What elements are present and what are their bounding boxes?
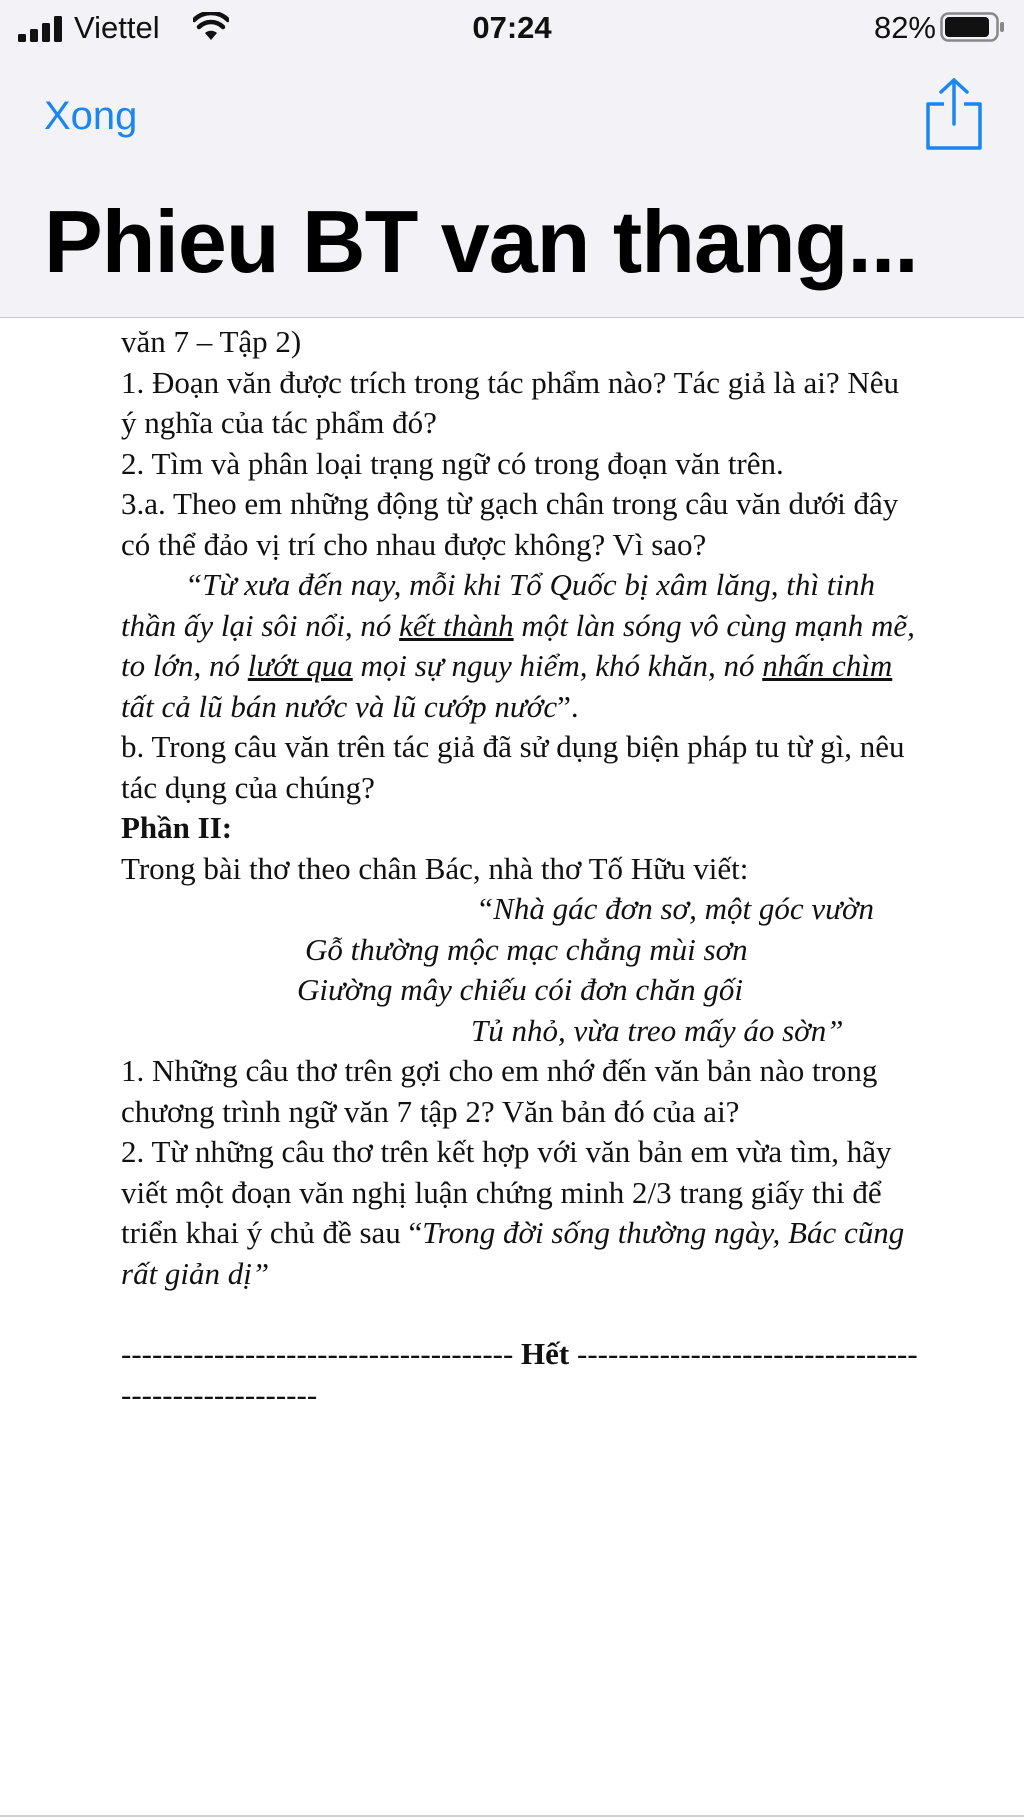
status-bar bbox=[0, 0, 1024, 56]
end-dashes-right: ---------------------------------------------------- bbox=[121, 1336, 918, 1412]
bottom-divider bbox=[0, 1815, 1024, 1817]
document-body bbox=[121, 322, 921, 1415]
carrier-name: Viettel bbox=[74, 10, 160, 45]
status-time: 07:24 bbox=[472, 10, 552, 45]
part-2-question-2-text: 2. Từ những câu thơ trên kết hợp với văn bản em vừa tìm, hãy viết một đoạn văn nghị luận chứng minh 2/3 trang giấy thi để triển khai ý chủ đề sau “ bbox=[121, 1134, 892, 1250]
quote-end: ”. bbox=[557, 688, 579, 724]
part-2-intro: Trong bài thơ theo chân Bác, nhà thơ Tố Hữu viết: bbox=[121, 850, 749, 886]
end-word: Hết bbox=[521, 1336, 570, 1371]
poem-line-4: Tủ nhỏ, vừa treo mấy áo sờn” bbox=[471, 1012, 844, 1048]
doc-line-continued: văn 7 – Tập 2) bbox=[121, 324, 302, 359]
quote-text-4: tất cả lũ bán nước và lũ cướp nước bbox=[121, 688, 558, 724]
question-3b: b. Trong câu văn trên tác giả đã sử dụng biện pháp tu từ gì, nêu tác dụng của chúng? bbox=[121, 729, 905, 805]
question-3a: 3.a. Theo em những động từ gạch chân trong câu văn dưới đây có thể đảo vị trí cho nhau được không? Vì sao? bbox=[121, 486, 899, 562]
quote-passage bbox=[121, 565, 921, 727]
poem-line-1 bbox=[121, 889, 921, 930]
poem-line-1-text: “Nhà gác đơn sơ, một góc vườn bbox=[476, 891, 875, 926]
quote-text-3: mọi sự nguy hiểm, khó khăn, nó bbox=[352, 648, 763, 683]
battery-icon bbox=[940, 12, 1006, 42]
page-title: Phieu BT van thang... bbox=[44, 192, 918, 291]
end-dashes-left: -------------------------------------- bbox=[121, 1336, 522, 1371]
end-marker bbox=[121, 1334, 921, 1415]
poem-line-2: Gỗ thường mộc mạc chẳng mùi sơn bbox=[305, 931, 748, 967]
underlined-verb-3: nhấn chìm bbox=[762, 648, 893, 683]
part-2-heading: Phần II: bbox=[121, 810, 233, 845]
underlined-verb-1: kết thành bbox=[399, 607, 514, 643]
done-button[interactable]: Xong bbox=[44, 94, 138, 138]
question-1: 1. Đoạn văn được trích trong tác phẩm nào? Tác giả là ai? Nêu ý nghĩa của tác phẩm đó? bbox=[121, 364, 900, 440]
quote-text-2: một làn sóng vô cùng mạnh mẽ, to lớn, nó bbox=[121, 607, 915, 683]
part-2-question-1: 1. Những câu thơ trên gợi cho em nhớ đến văn bản nào trong chương trình ngữ văn 7 tập 2? Văn bản đó của ai? bbox=[121, 1053, 878, 1129]
part-2-question-2-italic: Trong đời sống thường ngày, Bác cũng rất giản dị” bbox=[121, 1215, 905, 1291]
battery-percentage: 82% bbox=[873, 10, 936, 45]
poem-line-3: Giường mây chiếu cói đơn chăn gối bbox=[297, 972, 744, 1007]
share-icon[interactable] bbox=[924, 76, 984, 152]
underlined-verb-2: lướt qua bbox=[247, 648, 353, 683]
question-2: 2. Tìm và phân loại trạng ngữ có trong đoạn văn trên. bbox=[121, 445, 784, 481]
part-2-question-2 bbox=[121, 1132, 921, 1294]
nav-header bbox=[0, 0, 1024, 318]
quote-text-1: “Từ xưa đến nay, mỗi khi Tổ Quốc bị xâm lăng, thì tinh thần ấy lại sôi nổi, nó bbox=[121, 567, 875, 643]
